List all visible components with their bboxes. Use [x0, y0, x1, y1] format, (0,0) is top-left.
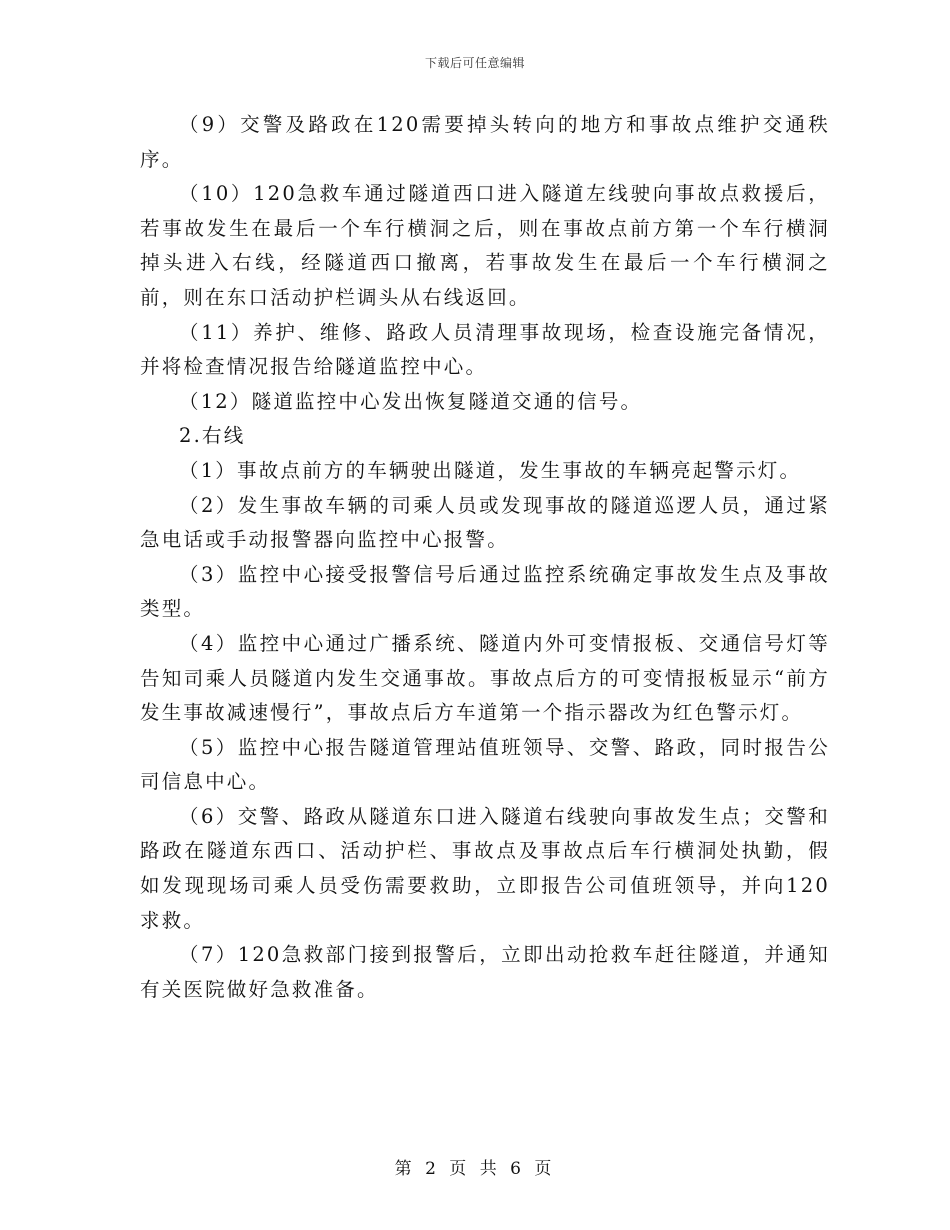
document-body [140, 108, 830, 1007]
paragraph-item-1: （1）事故点前方的车辆驶出隧道，发生事故的车辆亮起警示灯。 [179, 458, 802, 482]
paragraph-item-10: （10）120急救车通过隧道西口进入隧道左线驶向事故点救援后，若事故发生在最后一个车行横洞之后，则在事故点前方第一个车行横洞掉头进入右线，经隧道西口撤离，若事故发生在最后一个车行横洞之前，则在东口活动护栏调头从右线返回。 [140, 182, 830, 309]
paragraph-item-12: （12）隧道监控中心发出恢复隧道交通的信号。 [179, 389, 643, 413]
paragraph-item-7: （7）120急救部门接到报警后，立即出动抢救车赶往隧道，并通知有关医院做好急救准备。 [140, 943, 830, 1001]
section-heading-right-line: 2.右线 [179, 424, 246, 448]
page-number: 第 2 页 共 6 页 [394, 1159, 556, 1179]
page-header: 下载后可任意编辑 [424, 56, 525, 70]
paragraph-item-4: （4）监控中心通过广播系统、隧道内外可变情报板、交通信号灯等告知司乘人员隧道内发生交通事故。事故点后方的可变情报板显示“前方发生事故减速慢行”，事故点后方车道第一个指示器改为红色警示灯。 [140, 631, 830, 725]
paragraph-item-5: （5）监控中心报告隧道管理站值班领导、交警、路政，同时报告公司信息中心。 [140, 735, 830, 794]
paragraph-item-3: （3）监控中心接受报警信号后通过监控系统确定事故发生点及事故类型。 [140, 562, 830, 621]
paragraph-item-6: （6）交警、路政从隧道东口进入隧道右线驶向事故发生点；交警和路政在隧道东西口、活动护栏、事故点及事故点后车行横洞处执勤，假如发现现场司乘人员受伤需要救助，立即报告公司值班领导，并向120求救。 [140, 804, 830, 932]
paragraph-item-2: （2）发生事故车辆的司乘人员或发现事故的隧道巡逻人员，通过紧急电话或手动报警器向监控中心报警。 [140, 493, 830, 552]
paragraph-item-9: （9）交警及路政在120需要掉头转向的地方和事故点维护交通秩序。 [140, 113, 830, 171]
paragraph-item-11: （11）养护、维修、路政人员清理事故现场，检查设施完备情况，并将检查情况报告给隧道监控中心。 [140, 320, 830, 379]
